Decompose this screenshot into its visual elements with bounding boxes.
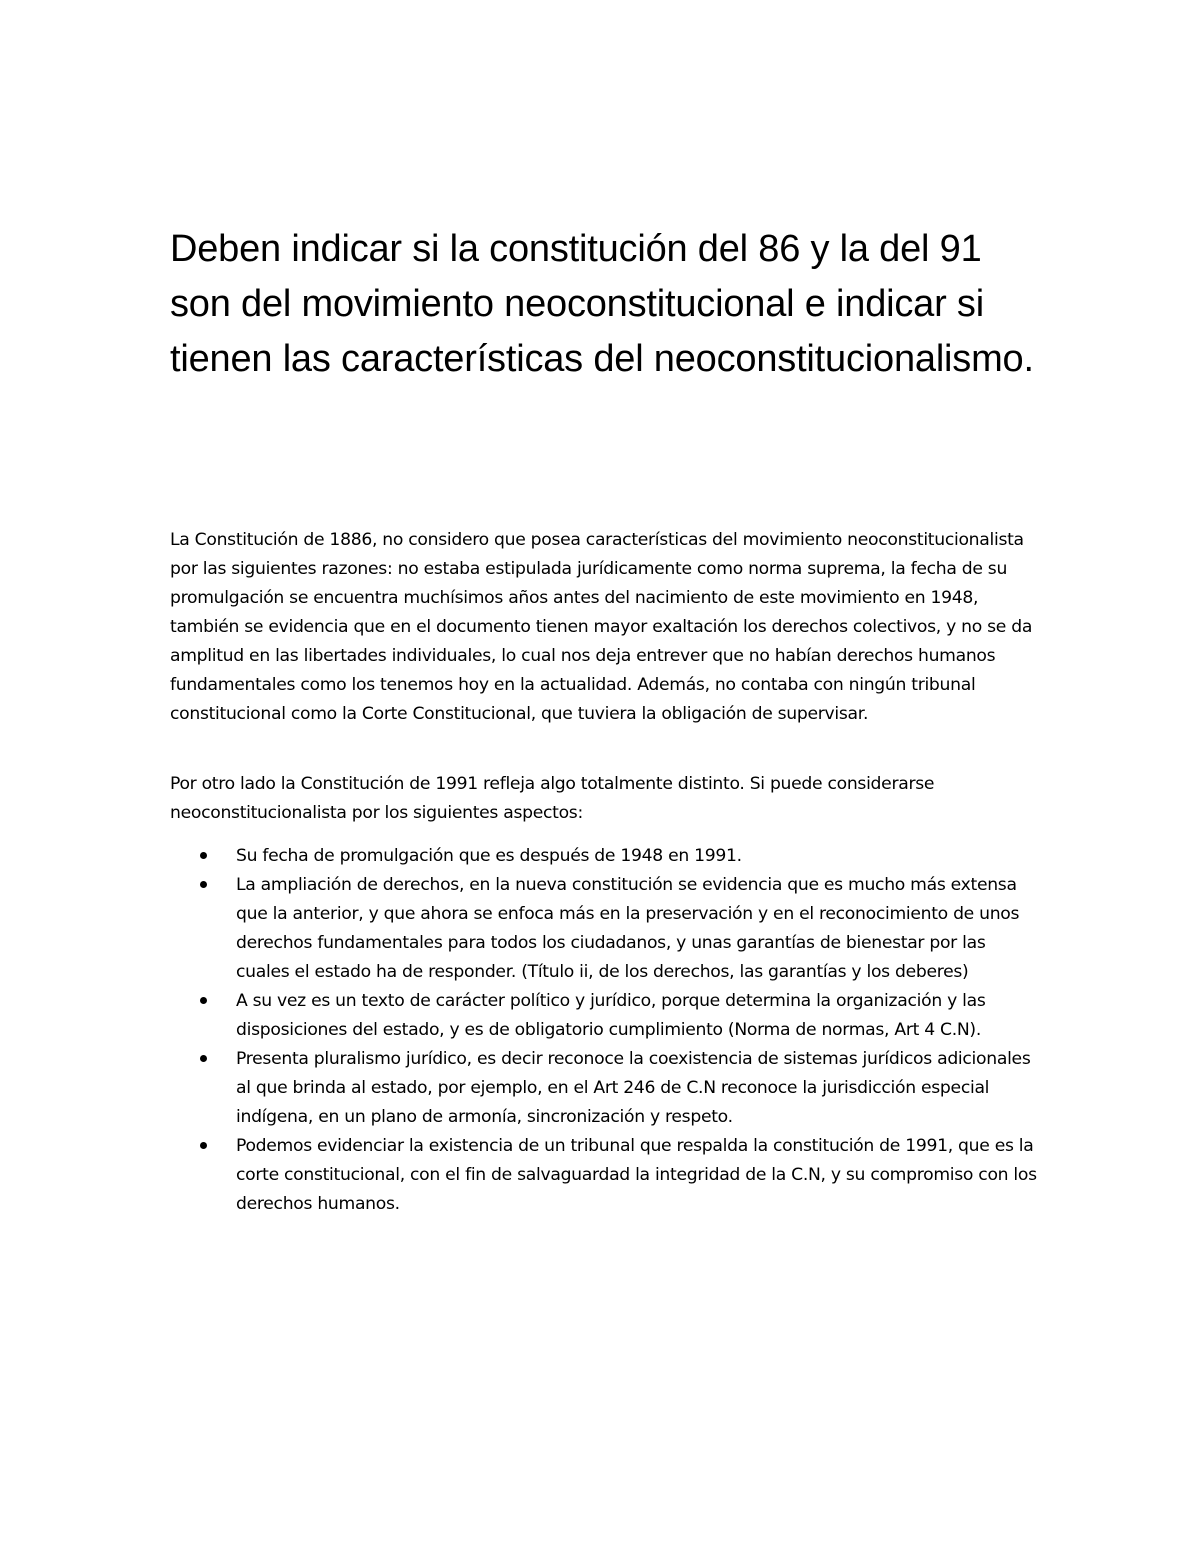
document-title: Deben indicar si la constitución del 86 y la del 91 son del movimiento neoconstitucional e indicar si tienen las características del neoconstitucionalismo. (170, 228, 1034, 380)
list-item (170, 871, 1040, 987)
list-item-text: La ampliación de derechos, en la nueva constitución se evidencia que es mucho más extensa que la anterior, y que ahora se enfoca más en la preservación y en el reconocimiento de unos derechos fundamentales para todos los ciudadanos, y unas garantías de bienestar por las cuales el estado ha de responder. (Título ii, de los derechos, las garantías y los deberes) (236, 875, 1020, 982)
list-item (170, 1045, 1040, 1132)
bullet-dot-icon (200, 997, 207, 1004)
paragraph-constitucion-1991: Por otro lado la Constitución de 1991 refleja algo totalmente distinto. Si puede considerarse neoconstitucionalista por los siguientes aspectos: (170, 774, 935, 823)
list-item (170, 1132, 1040, 1219)
bullet-dot-icon (200, 1055, 207, 1062)
paragraph-constitucion-1886: La Constitución de 1886, no considero que posea características del movimiento neoconstitucionalista por las siguientes razones: no estaba estipulada jurídicamente como norma suprema, la fecha de su promulgación se encuentra muchísimos años antes del nacimiento de este movimiento en 1948, también se evidencia que en el documento tienen mayor exaltación los derechos colectivos, y no se da amplitud en las libertades individuales, lo cual nos deja entrever que no habían derechos humanos fundamentales como los tenemos hoy en la actualidad. Además, no contaba con ningún tribunal constitucional como la Corte Constitucional, que tuviera la obligación de supervisar. (170, 530, 1033, 724)
bullet-dot-icon (200, 881, 207, 888)
document-content (170, 222, 1040, 1214)
bullet-list (170, 842, 1040, 1219)
list-item-text: Su fecha de promulgación que es después de 1948 en 1991. (236, 846, 742, 866)
list-item-text: Podemos evidenciar la existencia de un tribunal que respalda la constitución de 1991, que es la corte constitucional, con el fin de salvaguardad la integridad de la C.N, y su compromiso con los derechos humanos. (236, 1136, 1037, 1214)
bullet-dot-icon (200, 1142, 207, 1149)
list-item (170, 987, 1040, 1045)
list-item-text: Presenta pluralismo jurídico, es decir reconoce la coexistencia de sistemas jurídicos adicionales al que brinda al estado, por ejemplo, en el Art 246 de C.N reconoce la jurisdicción especial indígena, en un plano de armonía, sincronización y respeto. (236, 1049, 1031, 1127)
list-item-text: A su vez es un texto de carácter político y jurídico, porque determina la organización y las disposiciones del estado, y es de obligatorio cumplimiento (Norma de normas, Art 4 C.N). (236, 991, 986, 1040)
list-item (170, 842, 1040, 871)
bullet-dot-icon (200, 852, 207, 859)
